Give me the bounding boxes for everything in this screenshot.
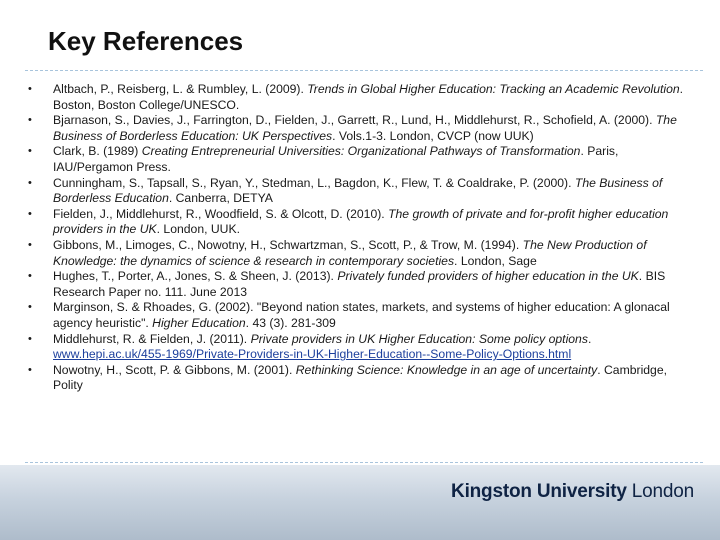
reference-item	[18, 82, 700, 113]
reference-list	[18, 82, 700, 394]
reference-item	[18, 207, 700, 238]
reference-item	[18, 144, 700, 175]
reference-item	[18, 238, 700, 269]
reference-title: Higher Education	[152, 315, 246, 330]
reference-title: The New Production of Knowledge: the dynamics of science & research in contemporary societies	[53, 237, 647, 268]
reference-details: .	[587, 331, 592, 346]
reference-details: . Boston, Boston College/UNESCO.	[53, 82, 684, 112]
reference-authors: Gibbons, M., Limoges, C., Nowotny, H., Schwartzman, S., Scott, P., & Trow, M. (1994).	[53, 237, 523, 252]
bottom-divider	[25, 462, 703, 463]
reference-authors: Middlehurst, R. & Fielden, J. (2011).	[53, 331, 251, 346]
reference-authors: Marginson, S. & Rhoades, G. (2002). "Beyond nation states, markets, and systems of higher education: A glonacal agency heuristic".	[53, 300, 670, 330]
reference-item	[18, 269, 700, 300]
brand-location: London	[626, 481, 694, 502]
reference-item	[18, 300, 700, 331]
page-title: Key References	[48, 26, 244, 56]
reference-details: . Canberra, DETYA	[168, 191, 273, 206]
reference-authors: Fielden, J., Middlehurst, R., Woodfield, S. & Olcott, D. (2010).	[53, 206, 389, 221]
reference-item	[18, 176, 700, 207]
reference-details: . BIS Research Paper no. 111. June 2013	[53, 269, 666, 299]
reference-authors: Hughes, T., Porter, A., Jones, S. & Sheen, J. (2013).	[53, 269, 338, 284]
reference-title: The Business of Borderless Education	[53, 175, 663, 206]
reference-title: The growth of private and for-profit higher education providers in the UK	[53, 206, 669, 237]
reference-details: . Paris, IAU/Pergamon Press.	[53, 144, 619, 174]
reference-title: Privately funded providers of higher education in the UK	[337, 269, 639, 284]
reference-title: Private providers in UK Higher Education: Some policy options	[250, 331, 588, 346]
reference-item	[18, 363, 700, 394]
reference-title: The Business of Borderless Education: UK Perspectives	[53, 113, 677, 143]
reference-details: . London, UUK.	[156, 222, 240, 237]
reference-title: Creating Entrepreneurial Universities: Organizational Pathways of Transformation	[141, 144, 581, 159]
reference-authors: Bjarnason, S., Davies, J., Farrington, D., Fielden, J., Garrett, R., Lund, H., Middlehurst, R., Schofield, A. (2000).	[53, 113, 656, 128]
reference-item	[18, 113, 700, 144]
footer-band	[0, 465, 720, 540]
reference-authors: Cunningham, S., Tapsall, S., Ryan, Y., Stedman, L., Bagdon, K., Flew, T. & Coaldrake, P. (2000).	[53, 175, 575, 190]
reference-authors: Clark, B. (1989)	[53, 144, 142, 159]
reference-title: Trends in Global Higher Education: Tracking an Academic Revolution	[307, 82, 680, 96]
reference-authors: Altbach, P., Reisberg, L. & Rumbley, L. (2009).	[53, 82, 308, 96]
reference-authors: Nowotny, H., Scott, P. & Gibbons, M. (2001).	[53, 362, 296, 377]
brand-name: Kingston University	[451, 481, 627, 502]
reference-details: . London, Sage	[454, 253, 537, 268]
reference-link[interactable]: www.hepi.ac.uk/455-1969/Private-Providers-in-UK-Higher-Education--Some-Policy-Options.html	[53, 347, 572, 362]
reference-title: Rethinking Science: Knowledge in an age of uncertainty	[295, 362, 598, 377]
reference-details: . Vols.1-3. London, CVCP (now UUK)	[332, 128, 534, 143]
reference-details: . 43 (3). 281-309	[245, 315, 336, 330]
reference-item	[18, 332, 700, 363]
top-divider	[25, 70, 703, 71]
reference-details: . Cambridge, Polity	[53, 362, 668, 393]
university-logo	[451, 481, 694, 503]
